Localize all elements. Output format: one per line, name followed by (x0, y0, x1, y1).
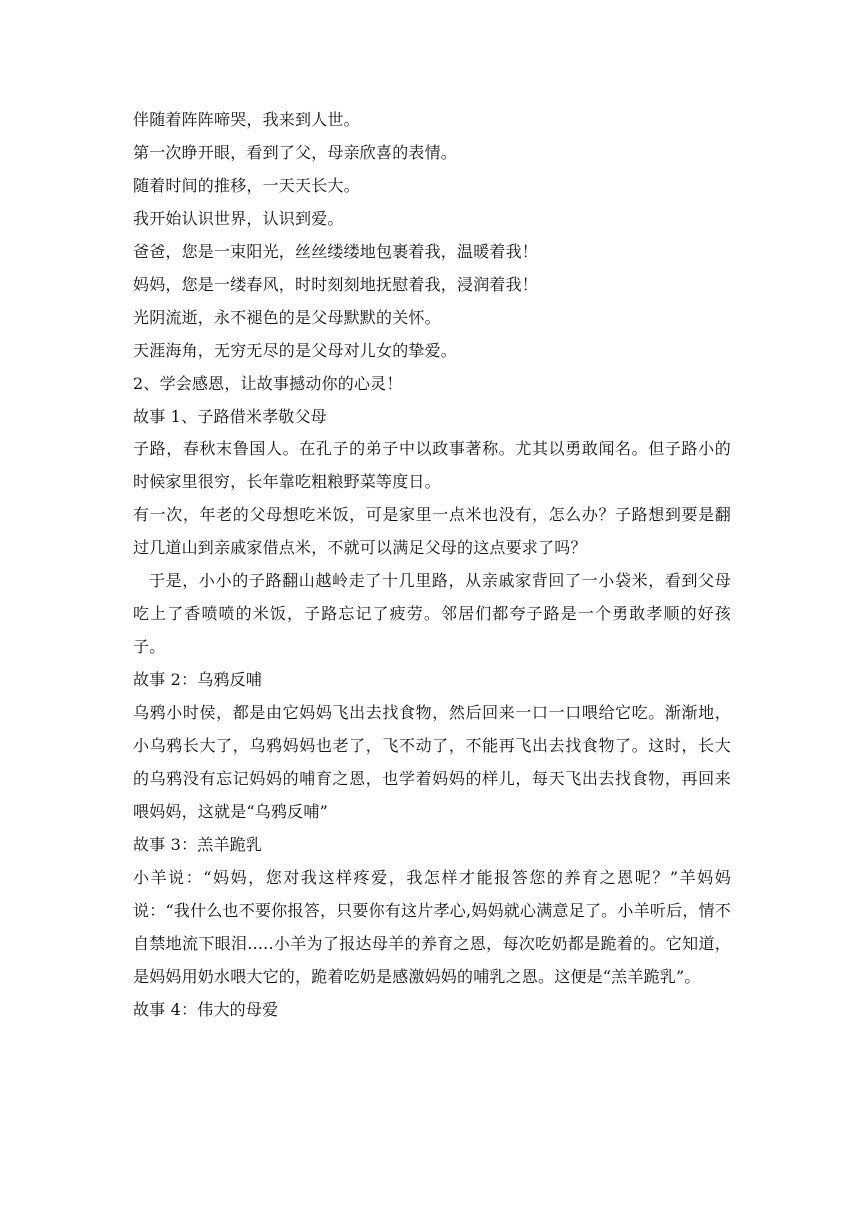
section-title: 2、学会感恩，让故事撼动你的心灵！ (133, 374, 403, 393)
document-body (133, 105, 731, 1026)
story-1-paragraph: 子路，春秋末鲁国人。在孔子的弟子中以政事著称。尤其以勇敢闻名。但子路小的时候家里很穷，长年靠吃粗粮野菜等度日。 (133, 439, 731, 491)
story-2-paragraph: 乌鸦小时侯，都是由它妈妈飞出去找食物，然后回来一口一口喂给它吃。渐渐地，小乌鸦长大了，乌鸦妈妈也老了，飞不动了，不能再飞出去找食物了。这时，长大的乌鸦没有忘记妈妈的哺育之恩，也学着妈妈的样儿，每天飞出去找食物，再回来喂妈妈，这就是“乌鸦反哺” (133, 703, 731, 821)
story-2-title: 故事 2：乌鸦反哺 (133, 670, 263, 689)
poem-line: 第一次睁开眼，看到了父，母亲欣喜的表情。 (133, 143, 458, 162)
story-1-title: 故事 1、子路借米孝敬父母 (133, 407, 327, 426)
poem-line: 伴随着阵阵啼哭，我来到人世。 (133, 110, 360, 129)
poem-line: 天涯海角，无穷无尽的是父母对儿女的挚爱。 (133, 341, 458, 360)
story-4-title: 故事 4：伟大的母爱 (133, 1000, 279, 1019)
poem-line: 随着时间的推移，一天天长大。 (133, 176, 360, 195)
poem-line: 爸爸，您是一束阳光，丝丝缕缕地包裹着我，温暖着我！ (133, 242, 539, 261)
poem (133, 105, 731, 366)
poem-line: 妈妈，您是一缕春风，时时刻刻地抚慰着我，浸润着我！ (133, 275, 539, 294)
story-1-paragraph: 于是，小小的子路翻山越岭走了十几里路，从亲戚家背回了一小袋米，看到父母吃上了香喷喷的米饭，子路忘记了疲劳。邻居们都夸子路是一个勇敢孝顺的好孩子。 (133, 571, 731, 656)
story-1-paragraph: 有一次，年老的父母想吃米饭，可是家里一点米也没有，怎么办？子路想到要是翻过几道山到亲戚家借点米，不就可以满足父母的这点要求了吗？ (133, 505, 731, 557)
poem-line: 我开始认识世界，认识到爱。 (133, 209, 344, 228)
story-3-title: 故事 3：羔羊跪乳 (133, 835, 263, 854)
story-3-paragraph: 小羊说：“妈妈，您对我这样疼爱，我怎样才能报答您的养育之恩呢？”羊妈妈说：“我什么也不要你报答，只要你有这片孝心,妈妈就心满意足了。小羊听后，情不自禁地流下眼泪.....小羊为了报达母羊的养育之恩，每次吃奶都是跪着的。它知道，是妈妈用奶水喂大它的，跪着吃奶是感激妈妈的哺乳之恩。这便是“羔羊跪乳”。 (133, 868, 731, 986)
poem-line: 光阴流逝，永不褪色的是父母默默的关怀。 (133, 308, 441, 327)
